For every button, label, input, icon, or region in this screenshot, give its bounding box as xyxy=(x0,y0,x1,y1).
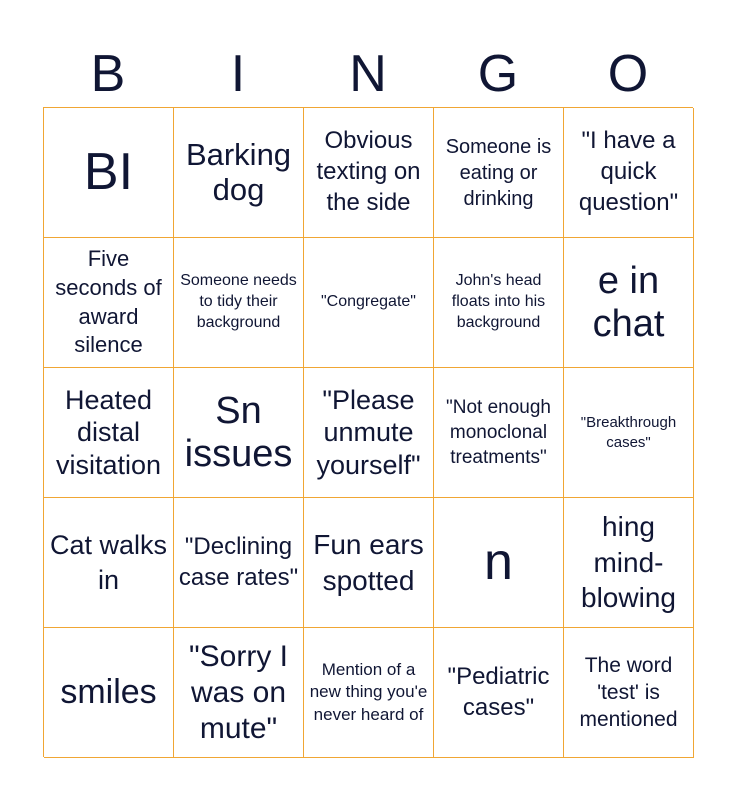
header-letter-b: B xyxy=(90,45,126,103)
bingo-cell[interactable] xyxy=(304,498,434,628)
cell-text: John's head floats into his background xyxy=(451,272,546,331)
cell-text: smiles xyxy=(60,673,157,712)
bingo-cell[interactable] xyxy=(564,498,694,628)
cell-text: "Declining case rates" xyxy=(178,532,299,591)
bingo-cell[interactable] xyxy=(564,368,694,498)
cell-text: Fun ears spotted xyxy=(313,528,424,596)
cell-text: The word 'test' is mentioned xyxy=(579,653,678,732)
cell-text: "Breakthrough cases" xyxy=(580,413,677,451)
bingo-cell[interactable] xyxy=(174,498,304,628)
bingo-cell[interactable] xyxy=(44,368,174,498)
cell-text: Cat walks in xyxy=(49,529,168,595)
bingo-cell[interactable] xyxy=(304,628,434,758)
cell-text: n xyxy=(484,533,513,592)
bingo-cell[interactable] xyxy=(434,108,564,238)
bingo-cell[interactable] xyxy=(44,498,174,628)
cell-text: "Congregate" xyxy=(321,293,416,311)
bingo-cell[interactable] xyxy=(434,628,564,758)
bingo-cell[interactable] xyxy=(304,108,434,238)
bingo-cell[interactable] xyxy=(174,368,304,498)
bingo-cell[interactable] xyxy=(174,238,304,368)
cell-text: Five seconds of award silence xyxy=(55,246,162,358)
header-letter-g: G xyxy=(477,45,519,103)
header-letter-o: O xyxy=(607,45,649,103)
bingo-cell[interactable] xyxy=(44,628,174,758)
bingo-header xyxy=(43,44,693,104)
bingo-board xyxy=(43,107,693,757)
bingo-cell[interactable] xyxy=(564,108,694,238)
cell-text: "Sorry I was on mute" xyxy=(189,639,288,745)
bingo-cell[interactable] xyxy=(304,238,434,368)
cell-text: "Not enough monoclonal treatments" xyxy=(446,396,551,469)
cell-text: e in chat xyxy=(592,259,665,345)
cell-text: Someone needs to tidy their background xyxy=(180,272,297,331)
bingo-cell[interactable] xyxy=(434,368,564,498)
cell-text: "I have a quick question" xyxy=(578,127,679,216)
cell-text: BI xyxy=(83,143,134,202)
header-letter-n: N xyxy=(349,45,387,103)
bingo-cell[interactable] xyxy=(174,108,304,238)
cell-text: "Please unmute yourself" xyxy=(316,384,421,480)
bingo-cell[interactable] xyxy=(44,238,174,368)
bingo-cell[interactable] xyxy=(564,238,694,368)
cell-text: Barking dog xyxy=(185,136,292,207)
cell-text: Sn issues xyxy=(184,389,293,475)
cell-text: hing mind-blowing xyxy=(581,510,676,614)
bingo-cell[interactable] xyxy=(434,238,564,368)
cell-text: Someone is eating or drinking xyxy=(445,135,552,210)
bingo-cell[interactable] xyxy=(174,628,304,758)
bingo-cell[interactable] xyxy=(564,628,694,758)
bingo-cell[interactable] xyxy=(44,108,174,238)
cell-text: Mention of a new thing you'e never heard of xyxy=(309,660,428,724)
cell-text: "Pediatric cases" xyxy=(447,662,550,721)
cell-text: Heated distal visitation xyxy=(55,384,162,480)
header-letter-i: I xyxy=(230,45,246,103)
bingo-cell[interactable] xyxy=(304,368,434,498)
bingo-cell[interactable] xyxy=(434,498,564,628)
cell-text: Obvious texting on the side xyxy=(316,127,421,216)
